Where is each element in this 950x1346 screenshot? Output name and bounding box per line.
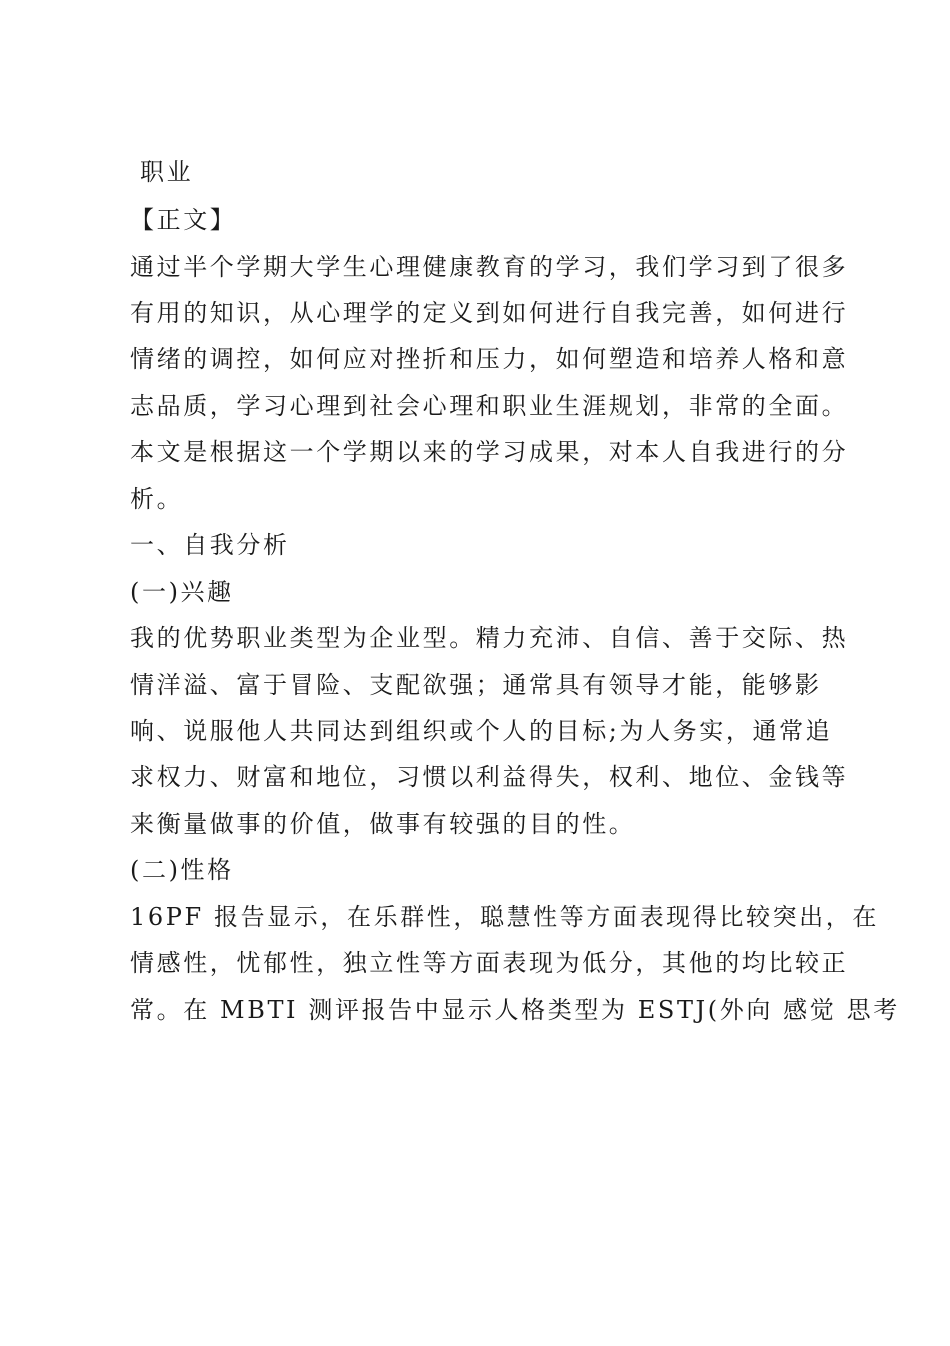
section-heading: 一、自我分析 [130,531,290,559]
paragraph-line: 情感性，忧郁性，独立性等方面表现为低分，其他的均比较正 [130,949,849,977]
subheading-personality: (二)性格 [130,856,234,884]
paragraph-line: 16PF 报告显示，在乐群性，聪慧性等方面表现得比较突出，在 [130,903,879,931]
paragraph-line: 本文是根据这一个学期以来的学习成果，对本人自我进行的分 [130,438,849,466]
paragraph-line: 响、说服他人共同达到组织或个人的目标;为人务实，通常追 [130,717,833,745]
paragraph-line: 情洋溢、富于冒险、支配欲强；通常具有领导才能，能够影 [130,671,822,699]
subheading-interest: (一)兴趣 [130,578,234,606]
paragraph-line: 通过半个学期大学生心理健康教育的学习，我们学习到了很多 [130,253,849,281]
paragraph-line: 求权力、财富和地位，习惯以利益得失，权利、地位、金钱等 [130,763,849,791]
paragraph-line: 我的优势职业类型为企业型。精力充沛、自信、善于交际、热 [130,624,849,652]
document-title: 职业 [140,158,194,186]
paragraph-line: 志品质，学习心理到社会心理和职业生涯规划，非常的全面。 [130,392,849,420]
paragraph-line: 常。在 MBTI 测评报告中显示人格类型为 ESTJ(外向 感觉 思考 [130,996,900,1024]
paragraph-line: 来衡量做事的价值，做事有较强的目的性。 [130,810,636,838]
paragraph-line: 有用的知识，从心理学的定义到如何进行自我完善，如何进行 [130,299,849,327]
section-label: 【正文】 [130,206,237,234]
paragraph-line: 析。 [130,485,184,513]
paragraph-line: 情绪的调控，如何应对挫折和压力，如何塑造和培养人格和意 [130,345,849,373]
